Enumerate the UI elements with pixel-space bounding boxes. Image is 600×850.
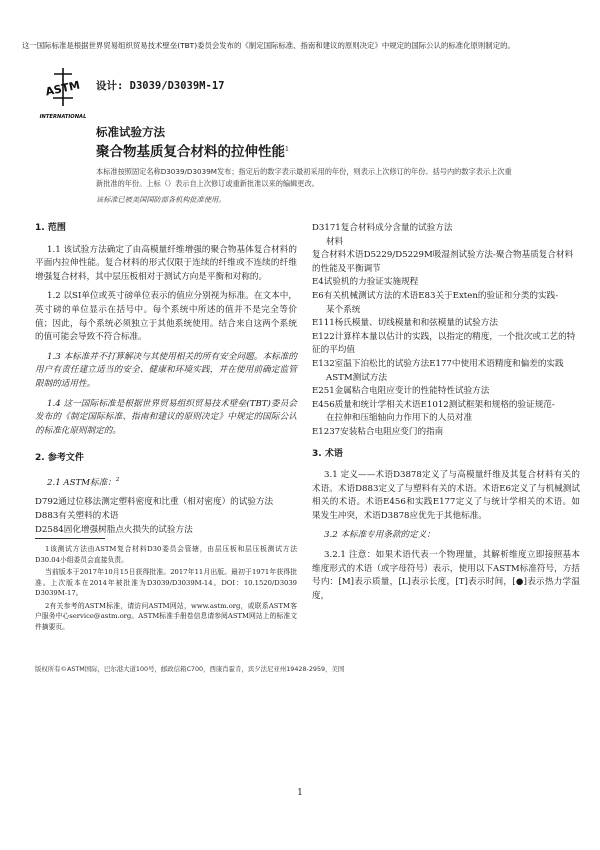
- section-scope-heading: 1. 范围: [35, 223, 66, 233]
- para-1-3: 1.3 本标准并不打算解决与其使用相关的所有安全问题。本标准的用户有责任建立适当的安全、健康和环境实践，并在使用前确定监管限制的适用性。: [35, 351, 297, 389]
- copyright-line: 版权所有©ASTM国际，巴尔港大道100号，邮政信箱C700，西康肖霍肯，宾夕法尼亚州19428-2959，美国: [35, 665, 345, 673]
- para-3-2-1: 3.2.1 注意：如果术语代表一个物理量，其解析维度立即接照基本维度形式的术语（或字母符号）表示，使用以下ASTM标准符号，方括号内：[M]表示质量，[L]表示长度，[T]表示时间，[●]表示热力学温度，: [312, 550, 580, 601]
- reference-item: E4试验机的力验证实施规程: [312, 277, 419, 288]
- reference-item: E111杨氏模量、切线模量和和弦模量的试验方法: [312, 318, 498, 329]
- page-number: 1: [297, 788, 303, 798]
- reference-item: 在拉伸和压缩轴向力作用下的人员对准: [326, 413, 473, 424]
- astm-logo-icon: [39, 66, 87, 124]
- logo-subtitle: INTERNATIONAL: [39, 114, 87, 120]
- para-3-2: 3.2 本标准专用条款的定义：: [324, 530, 435, 541]
- footnote-1-dates: 当前版本于2017年10月15日获得批准。2017年11月出版。最初于1971年获得批准。上次版本在2014年被批准为D3039/D3039M-14。DOI：10.1520/D3039 D3039M-17。: [35, 568, 297, 597]
- reference-item: E251金属粘合电阻应变计的性能特性试验方法: [312, 386, 490, 397]
- issued-note: 本标准按照固定名称D3039/D3039M发布；指定后的数字表示最初采用的年份，则表示上次修订的年份。括号内的数字表示上次重新批准的年份。上标（）表示自上次修订或重新批准以来的编辑更改。: [96, 167, 512, 188]
- left-column: [35, 222, 297, 537]
- para-1-2: 1.2 以SI单位或英寸磅单位表示的值应分别视为标准。在文本中，英寸磅的单位显示在括号中。每个系统中所述的值并不是完全等价值；因此，每个系统必须独立于其他系统使用。结合来自这两个系统的值可能会导致不符合标准。: [35, 291, 297, 343]
- approval-note: 该标准已被美国国防部各机构批准使用。: [96, 195, 226, 204]
- astm-standards-label: 2.1 ASTM标准：$^2$: [47, 476, 120, 488]
- reference-item: E6有关机械测试方法的术语E83关于Exten的验证和分类的实践-: [312, 290, 559, 301]
- document-type: 标准试验方法: [96, 125, 165, 139]
- reference-item: E1237安装粘合电阻应变门的指南: [312, 426, 444, 437]
- logo-letters: ASTM: [44, 78, 82, 99]
- para-1-1: 1.1 该试验方法确定了由高模量纤维增强的聚合物基体复合材料的平面内拉伸性能。复合材料的形式仅限于连续的纤维或不连续的纤维增强复合材料，其中层压板相对于测试方向是平衡和对称的。: [35, 244, 297, 282]
- document-title: 聚合物基质复合材料的拉伸性能$^1$: [96, 144, 289, 160]
- reference-item: E456质量和统计学相关术语E1012测试框架和规格的验证规范-: [312, 399, 555, 410]
- section-references-heading: 2. 参考文件: [35, 453, 84, 464]
- reference-item: D883有关塑料的术语: [35, 510, 119, 521]
- title-footnote-mark: 1: [285, 145, 289, 153]
- footnote-2: 2有关参考的ASTM标准，请访问ASTM网站，www.astm.org，或联系ASTM客户服务中心service@astm.org。ASTM标准手册卷信息请参阅ASTM网站上的标准文件摘要页。: [35, 601, 297, 631]
- reference-item: E122计算样本量以估计的实践，以指定的精度，一个批次或工艺的特征的平均值: [312, 331, 576, 356]
- para-1-4: 1.4 这一国际标准是根据世界贸易组织贸易技术壁垒(TBT)委员会发布的《制定国际标准、指南和建议的原则决定》中规定的国际公认的标准化原则制定的。: [35, 398, 297, 436]
- reference-item: ASTM测试方法: [326, 372, 387, 383]
- footnote-1: 1该测试方法由ASTM复合材料D30委员会管辖，由层压板和层压板测试方法D30.04小组委员会直接负责。: [35, 545, 297, 564]
- para-3-1: 3.1 定义——术语D3878定义了与高模量纤维及其复合材料有关的术语。术语D883定义了与塑料有关的术语。术语E6定义了与机械测试相关的术语。术语E456和实践E177定义了与统计学相关的术语。如果发生冲突，术语D3878应优先于其他标准。: [312, 470, 580, 521]
- reference-item: 材料: [326, 236, 344, 247]
- reference-item: D792通过位移法测定塑料密度和比重（相对密度）的试验方法: [35, 497, 274, 508]
- reference-item: 某个系统: [326, 304, 361, 315]
- right-column: [312, 222, 580, 609]
- reference-item: E132室温下泊松比的试验方法E177中使用术语精度和偏差的实践: [312, 358, 564, 369]
- designation: 设计: D3039/D3039M-17: [96, 80, 225, 92]
- footnote-divider: [35, 538, 105, 539]
- reference-item: D3171复合材料成分含量的试验方法: [312, 223, 453, 233]
- section-terminology-heading: 3. 术语: [312, 448, 343, 459]
- footnotes: [35, 544, 297, 634]
- reference-item: D2584固化增强树脂点火损失的试验方法: [35, 524, 193, 535]
- reference-item: 复合材料术语D5229/D5229M吸湿剂试验方法-聚合物基质复合材料的性能及平衡调节: [312, 250, 574, 274]
- publication-notice: 这一国际标准是根据世界贸易组织贸易技术壁垒(TBT)委员会发布的《制定国际标准、指南和建议的原则决定》中规定的国际公认的标准化原则制定的。: [22, 41, 515, 50]
